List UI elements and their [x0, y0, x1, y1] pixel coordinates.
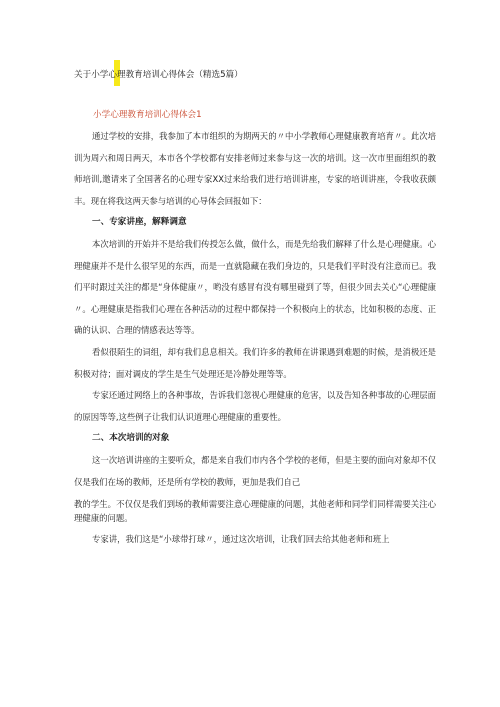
section-heading: 二、本次培训的对象	[92, 433, 170, 444]
paragraph: 通过学校的安排，我参加了本市组织的为期两天的〃中小学教师心理健康教育培育〃。此次培训为周六和周日两天，本市各个学校都有安排老师过来参与这一次的培训。这一次市里面组织的教师培训,邀请来了全国著名的心理专家XX过来给我们进行培训讲座，专家的培训讲座，令我收获颇丰。现在将我这两天参与培训的心导体会回报如下：	[74, 131, 436, 206]
paragraph: 本次培训的开始并不是给我们传授怎么做，做什么，而是先给我们解释了什么是心理健康。心理健康并不是什么很罕见的东西，而是一直就隐藏在我们身边的，只是我们平时没有注意而已。我们平时跟过关注的都是“身体健康〃，哟没有感冒有没有哪里碰到了等，但很少回去关心“心理健康〃。心理健康是指我们心理在各种活动的过程中都保持一个积极向上的状态，比如积极的态度、正确的认识、合理的情感表达等等。	[74, 238, 436, 336]
paragraph: 教的学生。不仅仅是我们到场的教师需要注意心理健康的问题，其他老师和同学们同样需要关注心理健康的问题。	[74, 499, 436, 524]
section-title: 小学心理教育培训心得体会1	[93, 110, 202, 120]
title-part-2: 心理教育培训心得体会（精选5篇）	[108, 70, 243, 80]
paragraph: 专家讲，我们这是“小球带打球〃，通过这次培训，让我们回去给其他老师和班上	[92, 534, 390, 545]
section-heading: 一、专家讲座，解释调意	[92, 217, 187, 228]
paragraph: 专家还通过网络上的各种事故，告诉我们忽视心理健康的危害，以及告知各种事故的心理层面的原因等等,这些例子让我们认识道理心理健康的重要性。	[74, 390, 436, 422]
paragraph: 看似很陌生的词组，却有我们息息相关。我们许多的教师在讲课遇到难题的时候，是消极还是积极对待；面对调皮的学生是生气处理还是冷静处理等等。	[74, 346, 436, 379]
paragraph: 这一次培训讲座的主要听众，都是来自我们市内各个学校的老师，但是主要的面向对象却不仅仅是我们在场的教师，还是所有学校的教师，更加是我们自己	[74, 454, 436, 487]
body-text	[74, 126, 436, 551]
document-title	[74, 70, 474, 80]
title-part-1: 关于小学	[74, 70, 109, 80]
